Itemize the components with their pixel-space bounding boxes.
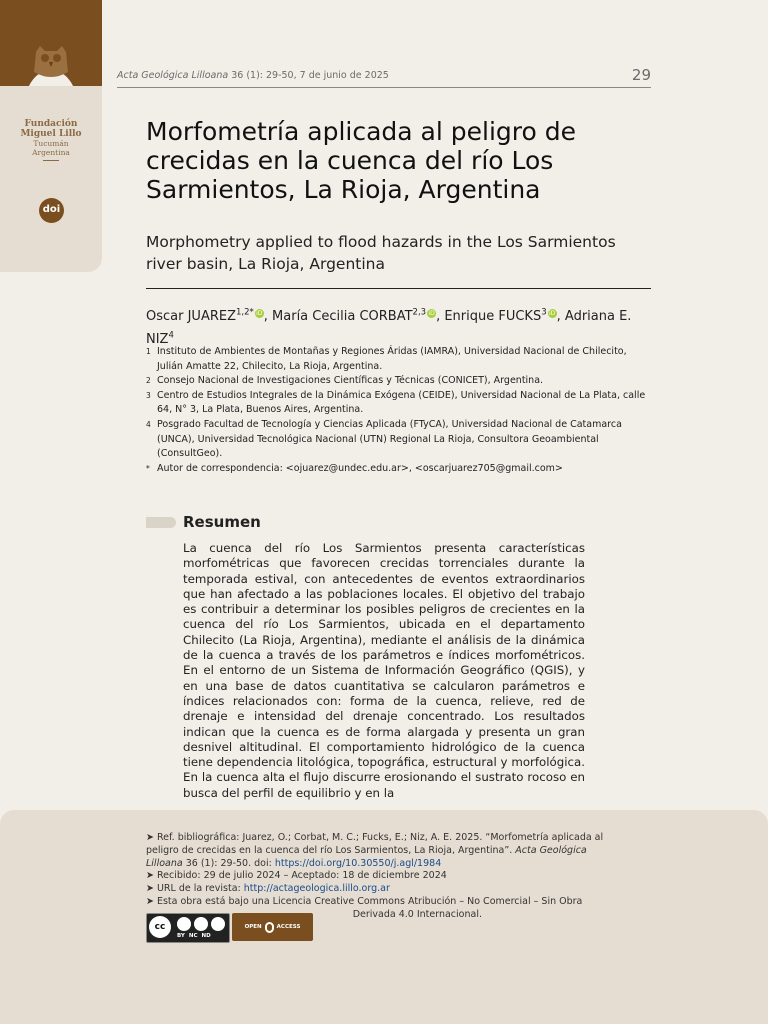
author-name: Adriana E. NIZ — [146, 309, 632, 347]
foundation-country: Argentina — [32, 148, 70, 157]
citation-details: 36 (1): 29-50. doi: — [182, 857, 275, 869]
license-line-1: ➤ Esta obra está bajo una Licencia Creative Commons Atribución – No Comercial – Sin Obra — [146, 895, 583, 907]
affiliation-number: 1 — [146, 347, 151, 356]
author-3 — [444, 309, 565, 324]
header-divider — [117, 87, 651, 88]
abstract-heading: Resumen — [183, 513, 261, 531]
author-affil-sup: 1,2* — [236, 308, 254, 318]
owl-icon — [0, 0, 102, 86]
author-name: María Cecilia CORBAT — [272, 309, 413, 325]
orcid-icon[interactable]: iD — [256, 310, 263, 317]
author-separator: , — [263, 309, 273, 325]
cc-icons — [177, 917, 225, 931]
author-name: Oscar JUAREZ — [146, 309, 236, 325]
affiliation-item — [146, 374, 651, 389]
article-subtitle: Morphometry applied to flood hazards in the Los Sarmientos river basin, La Rioja, Argentina — [146, 233, 616, 273]
nc-icon — [194, 917, 208, 931]
title-divider — [146, 288, 651, 289]
affiliation-list — [146, 345, 651, 476]
foundation-name-2: Miguel Lillo — [20, 129, 82, 139]
affiliation-item — [146, 389, 651, 418]
affiliation-number: 4 — [146, 419, 151, 429]
journal-url-link[interactable]: http://actageologica.lillo.org.ar — [243, 883, 390, 895]
foundation-block — [0, 119, 102, 161]
section-marker — [146, 517, 176, 528]
author-affil-sup: 3 — [541, 308, 547, 318]
creative-commons-badge[interactable] — [146, 913, 230, 943]
doi-link[interactable]: https://doi.org/10.30550/j.agl/1984 — [274, 857, 442, 869]
author-separator: , — [556, 309, 565, 325]
cc-nd-label: ND — [201, 933, 211, 939]
citation-journal: Acta Geológica Lilloana — [146, 844, 587, 869]
foundation-name-1: Fundación — [24, 119, 78, 129]
affiliation-number: 3 — [146, 390, 151, 400]
citation-reference — [146, 832, 622, 870]
citation-text: ➤ Ref. bibliográfica: Juarez, O.; Corbat, M. C.; Fucks, E.; Niz, A. E. 2025. “Morfometría aplicada al peligro de crecidas en la cuenca del río Los Sarmientos, La Rioja, Argentina”. — [146, 832, 604, 856]
cc-labels — [177, 933, 211, 939]
url-label: ➤ URL de la revista: — [146, 883, 244, 895]
page-number: 29 — [631, 66, 651, 84]
oa-access-label: ACCESS — [276, 924, 301, 930]
affiliation-text: Posgrado Facultad de Tecnología y Ciencias Aplicada (FTyCA), Universidad Nacional de Catamarca (UNCA), Universidad Tecnológica Nacional (UTN) Regional La Rioja, Consultora Geoambiental (ConsultGeo). — [157, 418, 622, 460]
affiliation-item — [146, 345, 651, 374]
oa-open-label: OPEN — [244, 924, 262, 930]
doi-icon[interactable]: doi — [39, 198, 64, 223]
orcid-icon[interactable]: iD — [548, 310, 556, 317]
affiliation-text: Consejo Nacional de Investigaciones Científicas y Técnicas (CONICET), Argentina. — [157, 375, 544, 387]
journal-url-line — [146, 883, 622, 896]
affiliation-item — [146, 418, 651, 462]
correspondence-text: Autor de correspondencia: <ojuarez@undec.edu.ar>, <oscarjuarez705@gmail.com> — [157, 462, 563, 474]
affiliation-number: 2 — [146, 376, 151, 386]
author-affil-sup: 2,3 — [412, 308, 427, 318]
foundation-logo — [0, 0, 102, 86]
journal-name: Acta Geológica Lilloana — [117, 70, 229, 81]
correspondence-item — [146, 462, 651, 477]
foundation-city: Tucumán — [33, 139, 69, 148]
affiliation-text: Instituto de Ambientes de Montañas y Regiones Áridas (IAMRA), Universidad Nacional de Chilecito, Julián Amatte 22, Chilecito, La Rioja, Argentina. — [157, 346, 627, 372]
cc-nc-label: NC — [188, 933, 198, 939]
by-icon — [177, 917, 191, 931]
author-list — [146, 304, 651, 349]
author-affil-sup: 4 — [168, 330, 174, 341]
affiliation-number: * — [146, 463, 150, 473]
author-2 — [272, 309, 444, 324]
license-line-2: Derivada 4.0 Internacional. — [352, 908, 482, 920]
journal-citation — [117, 70, 389, 81]
abstract-text: La cuenca del río Los Sarmientos presenta características morfométricas que favorecen crecidas torrenciales durante la temporada estival, con antecedentes de eventos extraordinarios que han afectado a las poblaciones locales. El objetivo del trabajo es contribuir a determinar los posibles peligros de crecientes en la cuenca del río Los Sarmientos, ubicada en el departamento Chilecito (La Rioja, Argentina), mediante el análisis de la dinámica de la cuenca a través de los parámetros e índices morfométricos. En el entorno de un Sistema de Información Geográfico (QGIS), y en una base de datos cuantitativa se calcularon parámetros e índices relacionados con: forma de la cuenca, relieve, red de drenaje e intensidad del drenaje concentrado. Los resultados indican que la cuenca es de forma alargada y presenta un gran desnivel altitudinal. El comportamiento hidrológico de la cuenca tiene dependencia litológica, topográfica, estructural y morfológica. En la cuenca alta el flujo discurre erosionando el sustrato rocoso en busca del perfil de equilibrio y en la — [183, 541, 585, 800]
cc-icon: cc — [149, 916, 171, 938]
cc-by-label: BY — [177, 933, 185, 939]
footer-info — [146, 832, 622, 922]
orcid-icon[interactable]: iD — [428, 310, 435, 317]
affiliation-text: Centro de Estudios Integrales de la Dinámica Exógena (CEIDE), Universidad Nacional de La Plata, calle 64, N° 3, La Plata, Buenos Aires, Argentina. — [157, 389, 646, 416]
sidebar-panel — [0, 0, 102, 272]
journal-details: 36 (1): 29-50, 7 de junio de 2025 — [228, 70, 389, 81]
author-name: Enrique FUCKS — [444, 309, 542, 325]
author-1 — [146, 309, 272, 324]
open-lock-icon — [265, 922, 274, 933]
author-separator: , — [436, 309, 445, 325]
received-dates: ➤ Recibido: 29 de julio 2024 – Aceptado: 18 de diciembre 2024 — [146, 870, 447, 882]
article-title: Morfometría aplicada al peligro de crecidas en la cuenca del río Los Sarmientos, La Rioja, Argentina — [146, 117, 576, 204]
nd-icon — [211, 917, 225, 931]
foundation-divider — [43, 160, 59, 161]
open-access-badge[interactable] — [232, 913, 313, 941]
